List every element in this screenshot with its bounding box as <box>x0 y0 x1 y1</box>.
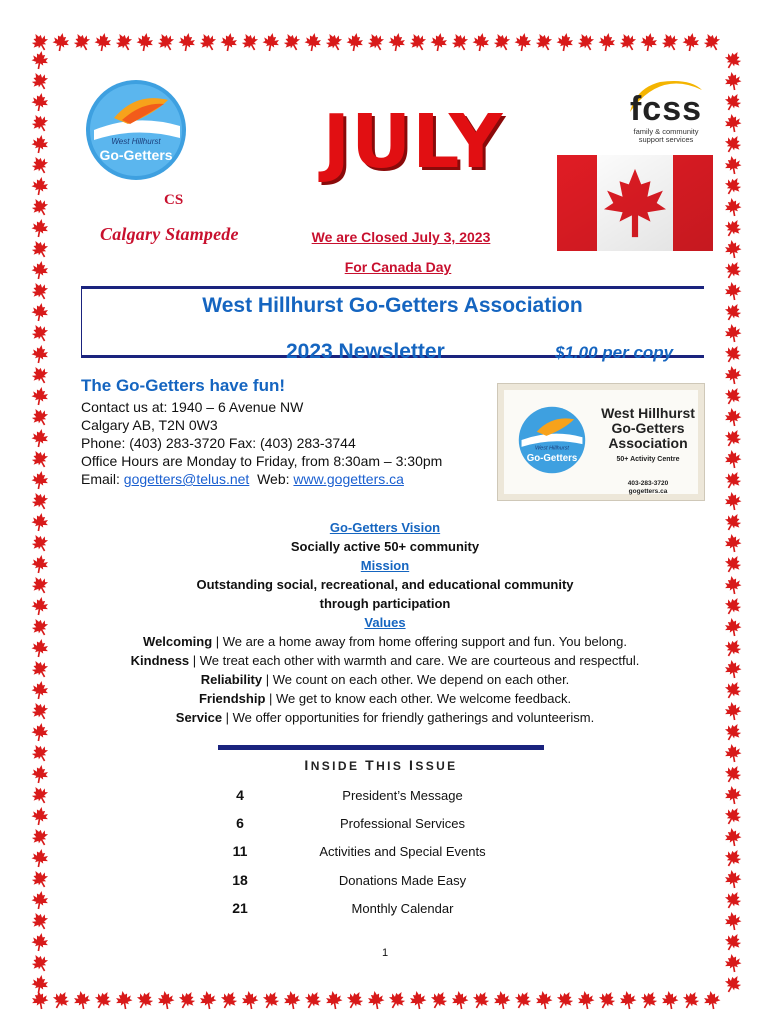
fcss-logo-text: fcss <box>629 90 703 128</box>
page-number: 1 <box>381 947 389 959</box>
closed-notice: We are Closed July 3, 2023 <box>311 229 491 245</box>
svg-text:Go-Getters: Go-Getters <box>526 452 578 464</box>
toc-item-label[interactable]: Professional Services <box>340 816 465 831</box>
toc-item-label[interactable]: Donations Made Easy <box>338 873 467 888</box>
toc-page-number: 21 <box>232 900 248 916</box>
website-link[interactable]: www.gogetters.ca <box>293 471 404 487</box>
toc-page-number: 18 <box>232 872 248 888</box>
contact-info <box>81 398 491 488</box>
mission-heading: Mission <box>360 558 410 573</box>
svg-text:West Hillhurst: West Hillhurst <box>535 445 569 452</box>
contact-phone: Phone: (403) 283-3720 Fax: (403) 283-3744 <box>81 435 356 451</box>
toc-page-number: 6 <box>236 815 244 831</box>
mission-text-cont: through participation <box>319 596 451 611</box>
calgary-stampede-logo: Calgary Stampede <box>100 224 239 244</box>
value-item: Kindness | We treat each other with warmth and care. We are courteous and respectful. <box>130 653 640 668</box>
toc-item-label[interactable]: Activities and Special Events <box>319 844 486 859</box>
toc-item-label[interactable]: President’s Message <box>342 788 463 803</box>
toc-heading: INSIDE THIS ISSUE <box>304 757 458 773</box>
value-item: Reliability | We count on each other. We depend on each other. <box>200 672 570 687</box>
sign-subtitle: 50+ Activity Centre <box>616 456 680 463</box>
vision-heading: Go-Getters Vision <box>329 520 441 535</box>
vision-text: Socially active 50+ community <box>290 539 480 554</box>
contact-city: Calgary AB, T2N 0W3 <box>81 417 218 433</box>
sign-contact: 403-283-3720 gogetters.ca <box>627 480 669 495</box>
contact-links: Email: gogetters@telus.net Web: www.gogetters.ca <box>81 471 404 487</box>
toc-page-number: 11 <box>232 843 248 859</box>
newsletter-title: 2023 Newsletter <box>286 340 445 363</box>
value-item: Friendship | We get to know each other. We welcome feedback. <box>198 691 572 706</box>
association-sign-photo <box>497 383 705 501</box>
svg-text:Go-Getters: Go-Getters <box>99 147 173 163</box>
toc-page-number: 4 <box>236 787 244 803</box>
mission-text: Outstanding social, recreational, and educational community <box>196 577 574 592</box>
closed-reason: For Canada Day <box>344 259 452 275</box>
canada-flag-icon <box>557 155 713 251</box>
office-hours: Office Hours are Monday to Friday, from 8:30am – 3:30pm <box>81 453 443 469</box>
sign-title: West Hillhurst Go-Getters Association <box>601 405 695 451</box>
contact-heading: The Go-Getters have fun! <box>81 376 286 395</box>
sign-go-getters-logo <box>516 404 588 476</box>
fcss-logo-subtitle: family & community support services <box>633 127 699 144</box>
month-heading: JULY <box>322 99 504 185</box>
svg-text:West Hillhurst: West Hillhurst <box>111 137 161 146</box>
contact-address: Contact us at: 1940 – 6 Avenue NW <box>81 399 304 415</box>
value-item: Service | We offer opportunities for friendly gatherings and volunteerism. <box>175 710 595 725</box>
toc-item-label[interactable]: Monthly Calendar <box>351 901 454 916</box>
toc-divider <box>218 745 544 750</box>
values-heading: Values <box>364 615 406 630</box>
value-item: Welcoming | We are a home away from home offering support and fun. You belong. <box>143 634 627 649</box>
association-title: West Hillhurst Go-Getters Association <box>202 294 583 317</box>
vision-mission-values <box>60 518 710 727</box>
go-getters-logo <box>84 78 188 182</box>
price-label: $1.00 per copy <box>555 343 674 362</box>
email-link[interactable]: gogetters@telus.net <box>123 471 250 487</box>
stampede-cs-mark: CS <box>164 192 184 208</box>
